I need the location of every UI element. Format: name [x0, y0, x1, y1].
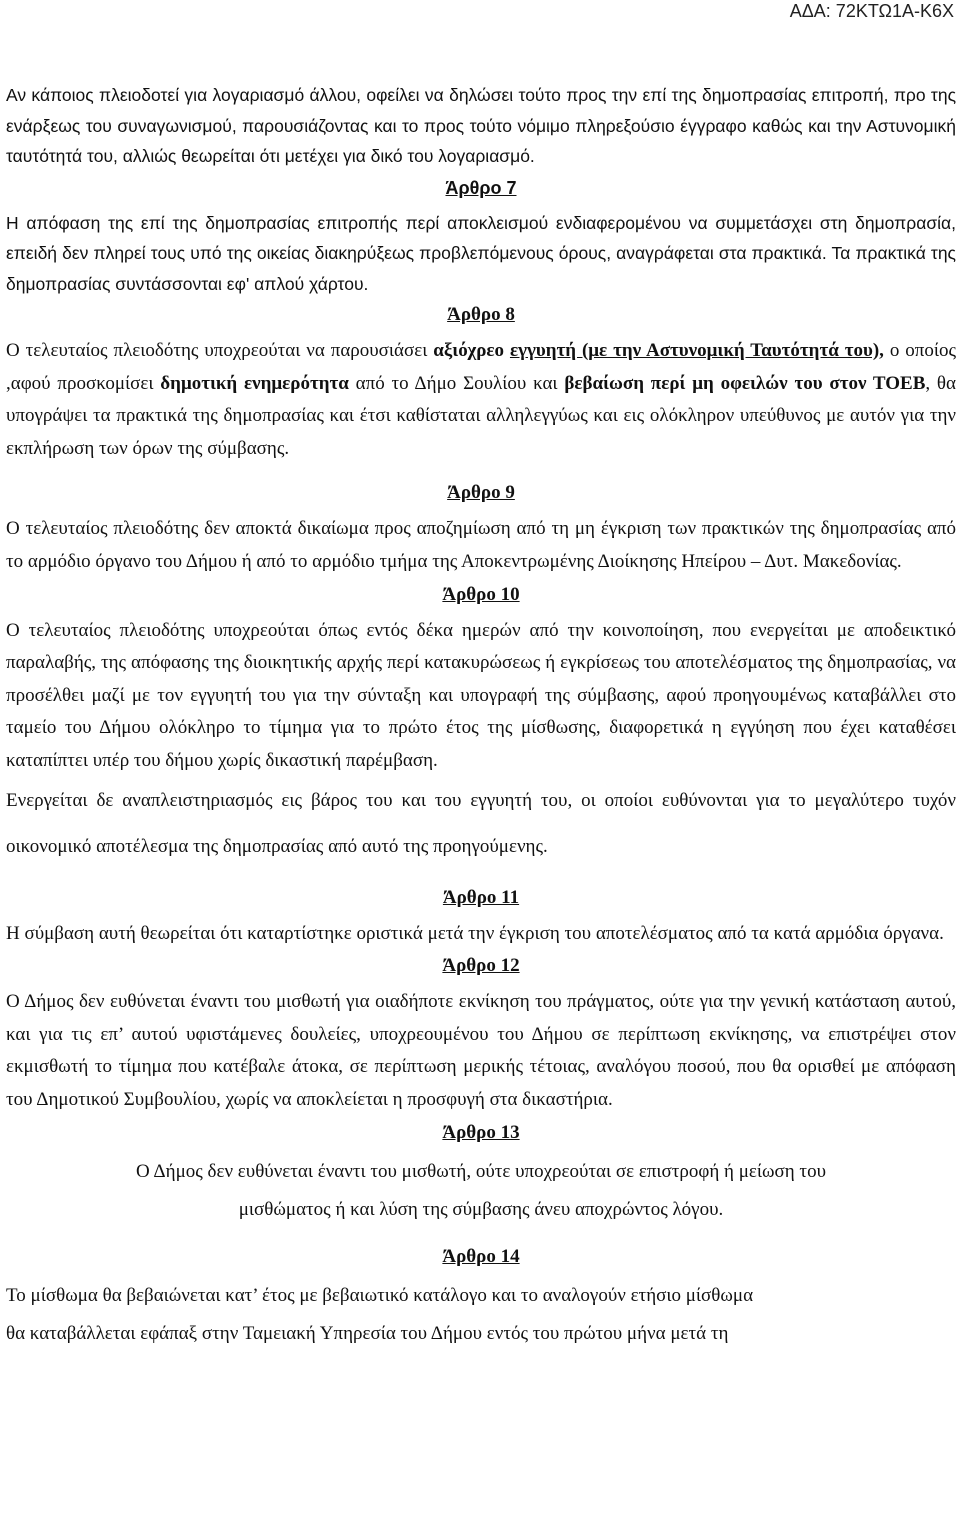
article-9-paragraph: Ο τελευταίος πλειοδότης δεν αποκτά δικαίωμα προς αποζημίωση από τη μη έγκριση των πρακτικών της δημοπρασίας από το αρμόδιο όργανο του Δήμου ή από το αρμόδιο τμήμα της Αποκεντρωμένης Διοίκησης Ηπείρου – Δυτ. Μακεδονίας. [6, 518, 956, 572]
article-8-paragraph [6, 335, 956, 465]
article-9-title: Άρθρο 9 [447, 482, 515, 504]
article-10-paragraph-1: Ο τελευταίος πλειοδότης υποχρεούται όπως εντός δέκα ημερών από την κοινοποίηση, που ενεργείται με αποδεικτικό παραλαβής, της απόφασης της διοικητικής αρχής περί κατακυρώσεως ή εγκρίσεως του αποτελέσματος της δημοπρασίας, να προσέλθει μαζί με τον εγγυητή του για την σύνταξη και υπογραφή της σύμβασης, αφού προηγουμένως καταβάλλει στο ταμείο του Δήμου ολόκληρο το τίμημα για το πρώτο έτος της μίσθωσης, διαφορετικά η εγγύηση που έχει καταθέσει καταπίπτει υπέρ του δήμου χωρίς δικαστική παρέμβαση. [6, 619, 956, 771]
article-14-title: Άρθρο 14 [442, 1245, 520, 1267]
article-12-title: Άρθρο 12 [442, 955, 520, 977]
article-13-line-2: μισθώματος ή και λύση της σύμβασης άνευ αποχρώντος λόγου. [238, 1198, 724, 1220]
article-8-text-1: Ο τελευταίος πλειοδότης υποχρεούται να παρουσιάσει [6, 340, 434, 361]
document-page [6, 80, 956, 1353]
article-7-paragraph: Η απόφαση της επί της δημοπρασίας επιτροπής περί αποκλεισμού ενδιαφερομένου να συμμετάσχει στη δημοπρασία, επειδή δεν πληρεί τους υπό της οικείας διακηρύξεως προβλεπόμενους όρους, αναγράφεται στα πρακτικά. Τα πρακτικά της δημοπρασίας συντάσσονται εφ' απλού χάρτου. [6, 212, 956, 294]
article-8-text-2: ο οποίος ,αφού προσκομίσει [6, 340, 956, 394]
article-11-paragraph: Η σύμβαση αυτή θεωρείται ότι καταρτίστηκε οριστικά μετά την έγκριση του αποτελέσματος από τα κατά αρμόδια όργανα. [6, 922, 944, 944]
article-8-text-3: από το Δήμο Σουλίου και [348, 372, 565, 394]
article-11-title: Άρθρο 11 [442, 886, 520, 908]
article-13-title: Άρθρο 13 [442, 1121, 520, 1143]
article-14-line-2: θα καταβάλλεται εφάπαξ στην Ταμειακή Υπηρεσία του Δήμου εντός του πρώτου μήνα μετά τη [6, 1322, 729, 1344]
article-12-paragraph: Ο Δήμος δεν ευθύνεται έναντι του μισθωτή για οιαδήποτε εκνίκηση του πράγματος, ούτε για την γενική κατάσταση αυτού, και για τις επ’ αυτού υφιστάμενες δουλείες, υποχρεουμένου του Δήμου σε περίπτωση εκνίκησης, να επιστρέψει στον εκμισθωτή το τίμημα που κατέβαλε άτοκα, σε περίπτωση μερικής τέτοιας, αναλόγου ποσού, που θα ορισθεί με απόφαση του Δημοτικού Συμβουλίου, χωρίς να αποκλείεται η προσφυγή στα δικαστήρια. [6, 991, 956, 1110]
article-8-bold-3: βεβαίωση περί μη οφειλών του στον ΤΟΕΒ [564, 372, 926, 394]
article-8-bold-1: αξιόχρεο [433, 340, 505, 361]
article-7-title: Άρθρο 7 [445, 177, 517, 198]
article-13-line-1: Ο Δήμος δεν ευθύνεται έναντι του μισθωτή, ούτε υποχρεούται σε επιστροφή ή μείωση του [136, 1160, 826, 1182]
article-8-bold-2: δημοτική ενημερότητα [160, 372, 349, 394]
intro-paragraph: Αν κάποιος πλειοδοτεί για λογαριασμό άλλου, οφείλει να δηλώσει τούτο προς την επί της δημοπρασίας επιτροπή, προ της ενάρξεως του συναγωνισμού, παρουσιάζοντας και το προς τούτο νόμιμο πληρεξούσιο έγγραφο καθώς και την Αστυνομική ταυτότητά του, αλλιώς θεωρείται ότι μετέχει για δικό του λογαριασμό. [6, 85, 956, 166]
article-10-title: Άρθρο 10 [442, 583, 520, 605]
article-10-paragraph-2: Ενεργείται δε αναπλειστηριασμός εις βάρος του και του εγγυητή του, οι οποίοι ευθύνονται για το μεγαλύτερο τυχόν οικονομικό αποτέλεσμα της δημοπρασίας από αυτό της προηγούμενης. [6, 789, 956, 857]
article-8-text-4: , θα υπογράψει τα πρακτικά της δημοπρασίας και έτσι καθίσταται αλληλεγγύως και εις ολόκληρον υπεύθυνος με αυτόν για την εκπλήρωση των όρων της σύμβασης. [6, 372, 956, 459]
article-14-line-1: Το μίσθωμα θα βεβαιώνεται κατ’ έτος με βεβαιωτικό κατάλογο και το αναλογούν ετήσιο μίσθωμα [6, 1284, 754, 1306]
article-8-bold-underline: εγγυητή (με την Αστυνομική Ταυτότητά του), [509, 340, 884, 361]
ada-code: ΑΔΑ: 72ΚΤΩ1Α-Κ6Χ [789, 1, 954, 21]
article-8-title: Άρθρο 8 [447, 304, 515, 325]
